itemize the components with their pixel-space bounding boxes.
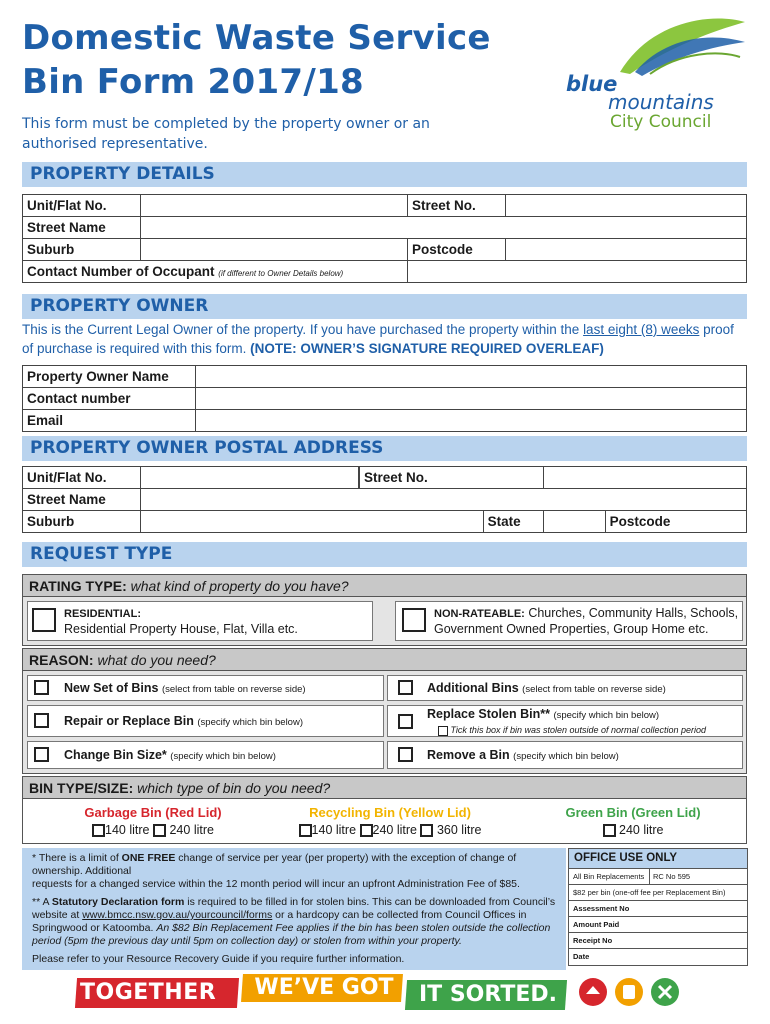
office-rc-number: RC No 595 <box>653 872 691 881</box>
residential-text <box>64 606 298 637</box>
repair-option[interactable] <box>27 705 384 737</box>
footnote-guide: Please refer to your Resource Recovery Guide if you require further information. <box>32 953 405 965</box>
form-subtitle: This form must be completed by the property owner or an authorised representative. <box>22 116 430 152</box>
postal-address-table <box>22 466 747 533</box>
office-receipt-no: Receipt No <box>569 933 747 949</box>
property-owner-table <box>22 365 747 432</box>
office-use-heading: OFFICE USE ONLY <box>569 849 747 869</box>
fn2-d: or a hardcopy can be collected from Council Offices in Springwood or Katoomba. <box>32 909 527 934</box>
together-banner <box>76 974 691 1010</box>
new-set-checkbox[interactable] <box>34 680 49 695</box>
reason-title-text: REASON: <box>29 652 94 668</box>
bin-question: which type of bin do you need? <box>137 780 331 796</box>
garbage-140-checkbox[interactable] <box>92 824 105 837</box>
property-details-table <box>22 194 747 283</box>
garbage-140-label: 140 litre <box>105 823 150 837</box>
fn1-c: change of service per year (per property) with the exception of change of ownership. Additional <box>32 852 517 877</box>
unit-field[interactable] <box>141 195 408 217</box>
street-name-label: Street Name <box>23 217 141 239</box>
additional-label: Additional Bins <box>427 681 519 695</box>
bin-title-text: BIN TYPE/SIZE: <box>29 780 134 796</box>
owner-contact-field[interactable] <box>196 388 747 410</box>
nonrateable-text <box>434 606 738 637</box>
repair-note: (specify which bin below) <box>197 717 303 728</box>
office-use-box <box>568 848 748 966</box>
change-size-checkbox[interactable] <box>34 747 49 762</box>
office-row-replacements <box>569 869 747 885</box>
office-date: Date <box>573 952 590 961</box>
garbage-240-label: 240 litre <box>169 823 214 837</box>
banner-it-sorted: IT SORTED. <box>418 982 557 1007</box>
office-replacements-label: All Bin Replacements <box>573 872 645 881</box>
new-set-label: New Set of Bins <box>64 681 159 695</box>
title-line-2: Bin Form 2017/18 <box>22 62 365 102</box>
rating-title-text: RATING TYPE: <box>29 578 127 594</box>
bin-type-title <box>23 777 746 799</box>
owner-text-b: proof of purchase is required with this form. <box>22 322 734 356</box>
request-type-heading: REQUEST TYPE <box>22 542 747 567</box>
forms-link[interactable]: www.bmcc.nsw.gov.au/yourcouncil/forms <box>82 909 273 921</box>
stolen-outside-checkbox[interactable] <box>438 726 448 736</box>
owner-signature-note: (NOTE: OWNER’S SIGNATURE REQUIRED OVERLEAF) <box>250 341 604 356</box>
fn2-bold: Statutory Declaration form <box>51 896 185 908</box>
recycling-sizes <box>275 823 505 837</box>
postal-address-heading: PROPERTY OWNER POSTAL ADDRESS <box>22 436 747 461</box>
postal-postcode-label: Postcode <box>609 514 671 529</box>
postal-state-label: State <box>483 511 543 533</box>
logo-mountains-text: mountains <box>608 90 714 114</box>
fn2-a: ** A <box>32 896 52 908</box>
postal-postcode-cell <box>605 511 746 533</box>
nonrateable-desc-b: Government Owned Properties, Group Home etc. <box>434 622 709 636</box>
stolen-note: (specify which bin below) <box>553 710 660 721</box>
contact-note: (if different to Owner Details below) <box>218 269 344 278</box>
postal-street-no-label <box>360 467 544 489</box>
postal-street-name-label: Street Name <box>23 489 141 511</box>
postal-street-name-field[interactable] <box>141 489 747 511</box>
garbage-sizes <box>43 823 263 837</box>
recycling-240-label: 240 litre <box>372 823 417 837</box>
reason-box <box>22 648 747 774</box>
remove-checkbox[interactable] <box>398 747 413 762</box>
postal-suburb-field[interactable] <box>141 511 484 533</box>
owner-email-label: Email <box>23 410 196 432</box>
council-logo <box>560 12 750 132</box>
change-size-label: Change Bin Size* <box>64 748 167 762</box>
recycling-140-label: 140 litre <box>311 823 357 837</box>
suburb-field[interactable] <box>141 239 408 261</box>
title-line-1: Domestic Waste Service <box>22 18 491 58</box>
reason-title <box>23 649 746 671</box>
owner-text-link: last eight (8) weeks <box>583 322 700 337</box>
residential-option[interactable] <box>27 601 373 641</box>
garbage-240-checkbox[interactable] <box>153 824 166 837</box>
unit-label: Unit/Flat No. <box>23 195 141 217</box>
footnote-change-limit <box>32 852 556 891</box>
recycling-360-checkbox[interactable] <box>420 824 433 837</box>
green-sizes <box>533 823 733 837</box>
postcode-field[interactable] <box>506 239 747 261</box>
recycling-140-checkbox[interactable] <box>299 824 312 837</box>
owner-text-a: This is the Current Legal Owner of the property. If you have purchased the property within the <box>22 322 584 337</box>
street-no-label: Street No. <box>408 195 506 217</box>
postal-street-no-text: Street No. <box>364 470 428 485</box>
fn1-a: * There is a limit of <box>32 852 122 864</box>
residential-desc: Residential Property House, Flat, Villa etc. <box>64 622 298 636</box>
property-owner-heading: PROPERTY OWNER <box>22 294 747 319</box>
owner-contact-label: Contact number <box>23 388 196 410</box>
owner-name-field[interactable] <box>196 366 747 388</box>
bin-icons <box>571 974 691 1010</box>
remove-note: (specify which bin below) <box>513 751 619 762</box>
change-size-text <box>64 748 276 764</box>
rating-type-title <box>23 575 746 597</box>
rating-question: what kind of property do you have? <box>130 578 349 594</box>
form-title <box>22 16 491 104</box>
owner-instructions <box>22 320 747 358</box>
postal-street-no-field[interactable] <box>543 467 746 489</box>
office-amount-paid: Amount Paid <box>569 917 747 933</box>
remove-text <box>427 748 619 764</box>
footnote-stat-dec <box>32 896 556 948</box>
stolen-tick-text: Tick this box if bin was stolen outside of normal collection period <box>450 725 707 735</box>
green-240-checkbox[interactable] <box>603 824 616 837</box>
fn2-italic: An $82 Bin Replacement Fee applies if the bin has been stolen outside the collection period (5pm the previous day until 5pm on collection day) or stolen from within your property. <box>32 922 551 947</box>
stolen-option[interactable] <box>387 705 743 737</box>
repair-text <box>64 714 303 730</box>
postal-suburb-label: Suburb <box>23 511 141 533</box>
postal-state-field[interactable] <box>543 511 605 533</box>
rating-type-box <box>22 574 747 646</box>
contact-occupant-label <box>23 261 408 283</box>
repair-label: Repair or Replace Bin <box>64 714 194 728</box>
stolen-tick-row <box>438 723 706 738</box>
nonrateable-checkbox[interactable] <box>402 608 426 632</box>
logo-blue-text: blue <box>566 72 618 96</box>
owner-name-label: Property Owner Name <box>23 366 196 388</box>
postal-unit-label: Unit/Flat No. <box>23 467 141 489</box>
additional-text <box>427 681 666 697</box>
footnotes-box <box>22 848 566 970</box>
residential-checkbox[interactable] <box>32 608 56 632</box>
change-size-note: (specify which bin below) <box>170 751 276 762</box>
stolen-text <box>427 707 659 723</box>
new-set-note: (select from table on reverse side) <box>161 684 306 695</box>
postal-unit-field[interactable] <box>141 467 359 489</box>
residential-title: RESIDENTIAL: <box>64 608 141 620</box>
additional-checkbox[interactable] <box>398 680 413 695</box>
office-row-fee: $82 per bin (one-off fee per Replacement Bin) <box>569 885 747 901</box>
additional-option[interactable] <box>387 675 743 701</box>
fn1-d: requests for a changed service within the 12 month period will incur an upfront Administration Fee of $85. <box>32 878 520 890</box>
owner-email-field[interactable] <box>196 410 747 432</box>
change-size-option[interactable] <box>27 741 384 769</box>
logo-council-text: City Council <box>610 112 712 132</box>
banner-weve-got: WE’VE GOT <box>254 975 394 1000</box>
new-set-text <box>64 681 306 697</box>
repair-checkbox[interactable] <box>34 713 49 728</box>
garbage-bin-group <box>43 805 263 837</box>
new-set-option[interactable] <box>27 675 384 701</box>
recycling-bin-group <box>275 805 505 837</box>
nonrateable-desc-a: Churches, Community Halls, Schools, <box>524 606 739 620</box>
fn1-bold: ONE FREE <box>121 852 176 864</box>
recycling-240-checkbox[interactable] <box>360 824 373 837</box>
recycling-bin-heading: Recycling Bin (Yellow Lid) <box>309 805 471 820</box>
contact-occupant-field[interactable] <box>408 261 747 283</box>
contact-label-text: Contact Number of Occupant <box>27 264 215 279</box>
remove-label: Remove a Bin <box>427 748 510 762</box>
nonrateable-title: NON-RATEABLE: <box>434 608 525 620</box>
nonrateable-option[interactable] <box>395 601 743 641</box>
additional-note: (select from table on reverse side) <box>522 684 666 695</box>
recycling-360-label: 360 litre <box>436 823 482 837</box>
bin-type-box <box>22 776 747 844</box>
green-bin-heading: Green Bin (Green Lid) <box>565 805 701 820</box>
stolen-label: Replace Stolen Bin** <box>427 707 550 721</box>
garbage-bin-heading: Garbage Bin (Red Lid) <box>84 805 222 820</box>
street-name-field[interactable] <box>141 217 747 239</box>
green-240-label: 240 litre <box>619 823 664 837</box>
street-no-field[interactable] <box>506 195 747 217</box>
office-assessment-no: Assessment No <box>569 901 747 917</box>
property-details-heading: PROPERTY DETAILS <box>22 162 747 187</box>
postcode-label: Postcode <box>408 239 506 261</box>
fn2-c: is required to be filled in for stolen bins. This can be downloaded from Council’s website at <box>32 896 556 921</box>
green-bin-group <box>533 805 733 837</box>
suburb-label: Suburb <box>23 239 141 261</box>
remove-option[interactable] <box>387 741 743 769</box>
reason-question: what do you need? <box>97 652 216 668</box>
stolen-checkbox[interactable] <box>398 714 413 729</box>
banner-together: TOGETHER <box>80 980 217 1005</box>
